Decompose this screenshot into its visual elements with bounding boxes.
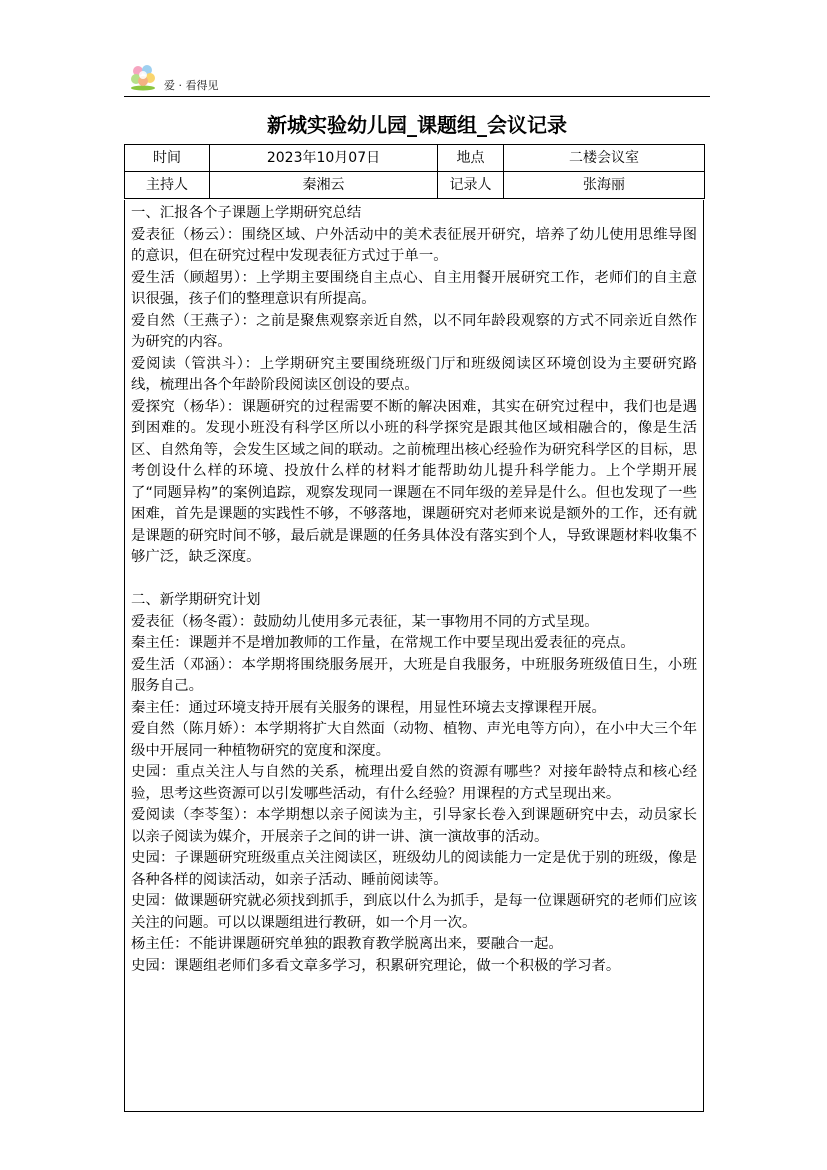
- table-row: [125, 172, 705, 199]
- content-paragraph: 爱生活（顾超男）：上学期主要围绕自主点心、自主用餐开展研究工作，老师们的自主意识很强，孩子们的整理意识有所提高。: [131, 269, 697, 307]
- content-paragraph: 爱生活（邓涵）：本学期将围绕服务展开，大班是自我服务，中班服务班级值日生，小班服务自己。: [131, 656, 697, 694]
- content-paragraph: 杨主任：不能讲课题研究单独的跟教育教学脱离出来，要融合一起。: [131, 936, 563, 952]
- content-paragraph: 爱自然（陈月娇）：本学期将扩大自然面（动物、植物、声光电等方向），在小中大三个年级中开展同一种植物研究的宽度和深度。: [131, 721, 697, 759]
- content-paragraph: 史园：做课题研究就必须找到抓手，到底以什么为抓手，是每一位课题研究的老师们应该关注的问题。可以以课题组进行教研，如一个月一次。: [131, 893, 697, 931]
- table-row: [125, 145, 705, 172]
- time-label: 时间: [125, 145, 210, 172]
- place-value: 二楼会议室: [504, 145, 705, 172]
- content-paragraph: 史园：课题组老师们多看文章多学习，积累研究理论，做一个积极的学习者。: [131, 957, 621, 974]
- host-label: 主持人: [125, 172, 210, 199]
- content-paragraph: 秦主任：课题并不是增加教师的工作量，在常规工作中要呈现出爱表征的亮点。: [131, 635, 635, 651]
- place-label: 地点: [438, 145, 504, 172]
- meeting-info-table: [124, 144, 705, 199]
- content-paragraph: 爱探究（杨华）：课题研究的过程需要不断的解决困难，其实在研究过程中，我们也是遇到困难的。发现小班没有科学区所以小班的科学探究是跟其他区域相融合的，像是生活区、自然角等，会发生区域之间的联动。之前梳理出核心经验作为研究科学区的目标，思考创设什么样的环境、投放什么样的材料才能帮助幼儿提升科学能力。上个学期开展了“同题异构”的案例追踪，观察发现同一课题在不同年级的差异是什么。但也发现了一些困难，首先是课题的实践性不够，不够落地，课题研究对老师来说是额外的工作，还有就是课题的研究时间不够，最后就是课题的任务具体没有落实到个人，导致课题材料收集不够广泛，缺乏深度。: [131, 398, 697, 565]
- meeting-content: [124, 200, 704, 1112]
- blank-line: [131, 569, 697, 591]
- flower-logo-icon: [128, 62, 158, 92]
- content-paragraph: 史园：子课题研究班级重点关注阅读区，班级幼儿的阅读能力一定是优于别的班级，像是各种各样的阅读活动，如亲子活动、睡前阅读等。: [131, 850, 697, 888]
- host-value: 秦湘云: [210, 172, 438, 199]
- page-title: 新城实验幼儿园_课题组_会议记录: [267, 113, 567, 137]
- page-header: [124, 58, 710, 97]
- section-heading: 二、新学期研究计划: [131, 592, 261, 608]
- content-paragraph: 爱表征（杨冬霞）：鼓励幼儿使用多元表征，某一事物用不同的方式呈现。: [131, 613, 599, 630]
- content-paragraph: 史园：重点关注人与自然的关系，梳理出爱自然的资源有哪些？对接年龄特点和核心经验，思考这些资源可以引发哪些活动，有什么经验？用课程的方式呈现出来。: [131, 764, 697, 802]
- time-value: 2023年10月07日: [210, 145, 438, 172]
- content-paragraph: 爱表征（杨云）：围绕区域、户外活动中的美术表征展开研究，培养了幼儿使用思维导图的意识，但在研究过程中发现表征方式过于单一。: [131, 226, 697, 264]
- logo-text: 爱 · 看得见: [164, 79, 219, 92]
- content-paragraph: 秦主任：通过环境支持开展有关服务的课程，用显性环境去支撑课程开展。: [131, 699, 606, 716]
- content-paragraph: 爱阅读（管洪斗）：上学期研究主要围绕班级门厅和班级阅读区环境创设为主要研究路线，梳理出各个年龄阶段阅读区创设的要点。: [131, 355, 697, 393]
- content-paragraph: 爱自然（王燕子）：之前是聚焦观察亲近自然，以不同年龄段观察的方式不同亲近自然作为研究的内容。: [131, 312, 697, 350]
- recorder-label: 记录人: [438, 172, 504, 199]
- recorder-value: 张海丽: [504, 172, 705, 199]
- content-paragraph: 爱阅读（李苓玺）：本学期想以亲子阅读为主，引导家长卷入到课题研究中去，动员家长以亲子阅读为媒介，开展亲子之间的讲一讲、演一演故事的活动。: [131, 807, 697, 845]
- content-paragraph: 一、汇报各个子课题上学期研究总结: [131, 205, 362, 221]
